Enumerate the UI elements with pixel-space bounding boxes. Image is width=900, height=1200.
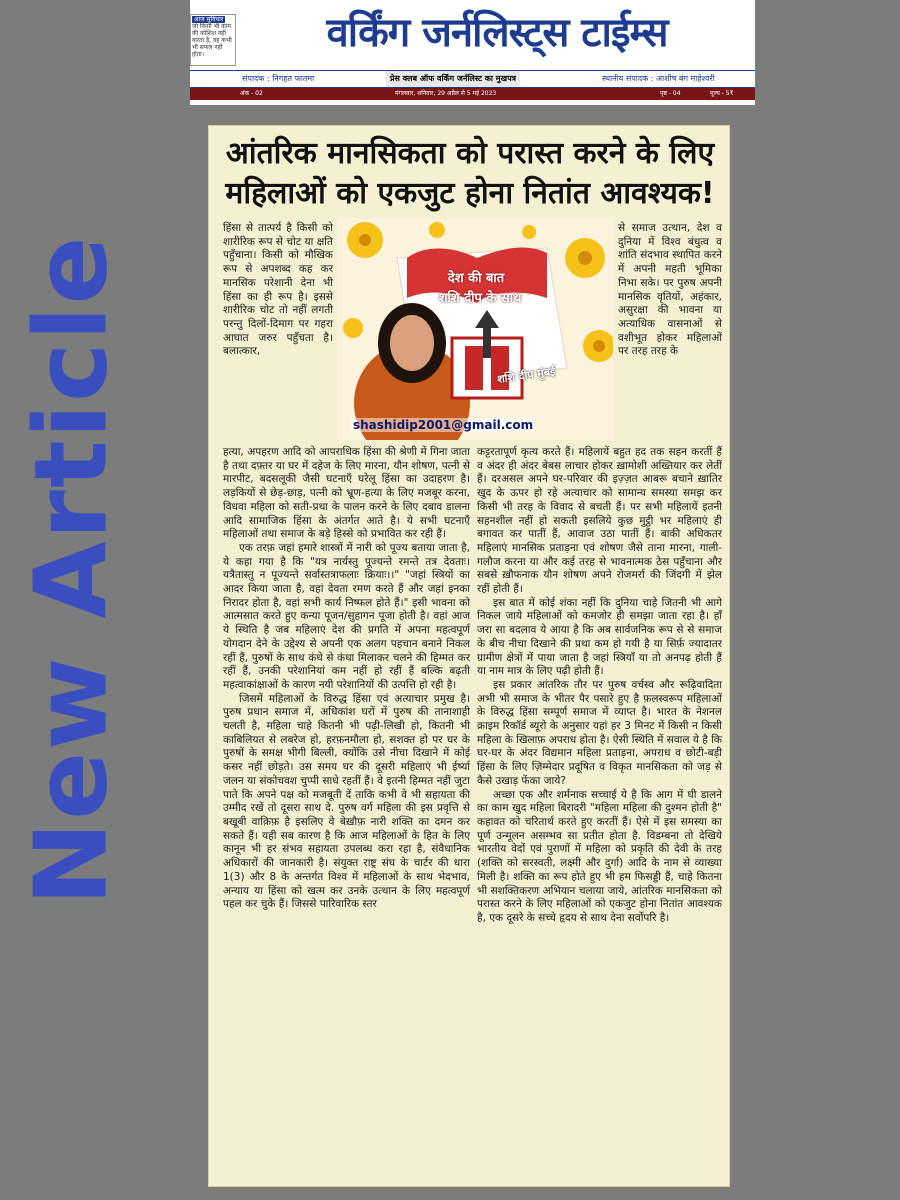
- local-editor: स्थानीय संपादक : आशीष बंग माहेश्वरी: [602, 74, 715, 83]
- author-photo-panel: [337, 218, 613, 440]
- masthead-editor-bar: [190, 70, 755, 88]
- article-headline: [209, 134, 730, 214]
- left-paragraph: एक तरफ़ जहां हमारे शास्त्रों में नारी को पूज्य बताया जाता है, ये कहा गया है कि "यत्र नार्यस्तु पूज्यन्ते रमन्ते तत्र देवताः। यत्रैतास्तु न पूज्यन्ते सर्वास्तत्राफलाः क्रियाः।।" "जहां स्त्रियों का आदर किया जाता है, वहां देवता रमण करते हैं और जहां इनका निरादर होता है, वहां सभी कार्य निष्फल होते हैं।" इसी भावना को आत्मसात करते हुए कन्या पूजन/सुहागन पूजा होती है। वहां आज ये स्थिति है जब महिलाएं देश की प्रगति में अपना महत्वपूर्ण योगदान देने के उद्देश्य से अपनी एक अलग पहचान बनाने निकल रहीं हैं, पुरुषों के साथ कंधे से कंधा मिलाकर चलने की हिम्मत कर रहीं हैं, उनकी परेशानियां कम नहीं हो रहीं हैं बल्कि बढ़ती महत्वाकांक्षाओं के कारण नयी परेशानियों की उत्पत्ति हो रही है।: [223, 541, 470, 691]
- right-column: [477, 446, 722, 926]
- newspaper-title: वर्किंग जर्नलिस्ट्स टाईम्स: [326, 10, 668, 56]
- left-column-top-text: हिंसा से तात्पर्य है किसी को शारीरिक रूप से चोट या क्षति पहुँचाना। किसी को मौखिक रूप से अपशब्द कह कर मानसिक परेशानी देना भी हिंसा का ही रूप है। इससे शारीरिक चोट तो नहीं लगती परन्तु दिलों-दिमाग पर गहरा आघात जरुर पहुँचता है। बलात्कार,: [223, 222, 333, 358]
- issue-info-bar: [190, 88, 755, 100]
- left-column-top: [223, 222, 333, 359]
- thought-tag: आज सुविचार: [194, 16, 224, 23]
- issue-date: मंगलवार, शनिवार, 29 अप्रैल से 5 मई 2023: [395, 90, 497, 97]
- author-email: shashidip2001@gmail.com: [353, 418, 534, 432]
- headline-line-1: आंतरिक मानसिकता को परास्त करने के लिए: [225, 136, 715, 171]
- photo-caption-line-1: देश की बात: [447, 271, 505, 286]
- right-column-top-text: से समाज उत्थान, देश व दुनिया में विश्व बंधुत्व व शांति संदभाव स्थापित करने में अपनी महती भूमिका निभा सके। पर पुरुष अपनी मानसिक वृतियों, अहंकार, असुरक्षा की भावना या अत्याधिक वासनाओं से वशीभूत होकर महिलाओं पर तरह तरह के: [618, 222, 722, 358]
- right-paragraph: अच्छा एक और शर्मनाक सच्चाई ये है कि आग में घी डालने का काम खुद महिला बिरादरी "महिला महिला की दुश्मन होती है" कहावत को चरितार्थ करते हुए करतीं हैं। ऐसे में इस समस्या का पूर्ण उन्मूलन असम्भव सा प्रतीत होता है. विडम्बना तो देखिये भारतीय वेदों एवं पुराणों में महिला को प्रकृति की देवी के तरह (शक्ति को सरस्वती, लक्ष्मी और दुर्गा) आदि के नाम से व्याख्या मिली है। शक्ति का रूप होते हुए भी हम फिसड्डी हैं, चाहे कितना भी सशक्तिकरण अभियान चलाया जाये, आंतरिक मानसिकता को परास्त करने के लिए महिलाओं को एकजुट होना नितांत आवश्यक है, एक दूसरे के सच्चे हृदय से साथ देना सर्वोपरि है।: [477, 788, 722, 924]
- page-number: पृष्ठ - 04: [660, 90, 681, 97]
- right-paragraph: इस बात में कोई शंका नहीं कि दुनिया चाहे जितनी भी आगे निकल जाये महिलाओं को कमजोर ही समझा जाता रहा है। हाँ जरा सा बदलाव ये आया है कि अब सार्वजनिक रूप से से समाज के बीच नीचा दिखाने की प्रथा कम हो गयी है या सिर्फ़ ज्यादातर ग्रामीण क्षेत्रों में पाया जाता है जहां स्त्रियाँ या तो अनपढ़ होती हैं या नाम मात्र के लिए पढ़ी होती हैं।: [477, 596, 722, 678]
- newspaper-masthead: [190, 0, 755, 105]
- article-clipping: [208, 125, 730, 1187]
- left-paragraph: हत्या, अपहरण आदि को आपराधिक हिंसा की श्रेणी में गिना जाता है तथा दफ़्तर या घर में दहेज के लिए मारना, यौन शोषण, पत्नी से मारपीट, बदसलूकी जैसी घटनाएँ घरेलू हिंसा का उदाहरण है। लड़कियों से छेड़-छाड़, पत्नी को भ्रूण-हत्या के लिए मजबूर करना, विधवा महिला को सती-प्रथा के पालन करने के लिए दबाव डालना आदि सामाजिक हिंसा के अंतर्गत आते है। ये सभी घटनाएँ महिलाओं तथा समाज के बड़े हिस्से को प्रभावित कर रही हैं।: [223, 446, 470, 541]
- author-photo-graphic: [337, 218, 613, 440]
- headline-line-2: महिलाओं को एकजुट होना नितांत आवश्यक!: [225, 176, 715, 211]
- left-paragraph: जिसमें महिलाओं के विरुद्ध हिंसा एवं अत्याचार प्रमुख है। पुरुष प्रधान समाज में, अधिकांश घरों में पुरुष की तानाशाही चलती है, महिला चाहे कितनी भी पढ़ी-लिखी हो, कितनी भी काबिलियत से लबरेज हो, हरफ़नमौला हो, सशक्त हो पर घर के पुरुषों के समक्ष भीगी बिल्ली, क्योंकि उसे नीचा दिखाने में कोई कसर नहीं छोड़ते। उस समय घर की दूसरी महिलाएं भी ईर्ष्या जलन या संकोचवश चुप्पी साधे रहतीं हैं। वे इतनी हिम्मत नहीं जुटा पाते कि अपने पक्ष को मजबूती दें ताकि कभी वे भी सहायता की उम्मीद रखें तो दूसरा साथ दे. पुरुष वर्ग महिला की इस प्रवृत्ति से बखूबी वाक़िफ़ है इसलिए वे बेख़ौफ़ नारी शक्ति का दमन कर सकते हैं। यही सब कारण है कि आज महिलाओं के हित के लिए कानून भी हर संभव सहायता उपलब्ध करा रहा है, संवैधानिक अधिकारों की जानकारी है। संयुक्त राष्ट्र संघ के चार्टर की धारा 1(3) और 8 के अन्तर्गत विश्व में महिलाओं के साथ भेदभाव, अन्याय या हिंसा को खत्म कर उनके उत्थान के लिए महत्वपूर्ण पहल कर चुके हैं। जिससे पारिवारिक स्तर: [223, 692, 470, 911]
- left-column: [223, 446, 470, 912]
- right-paragraph: कट्टरतापूर्ण कृत्य करते हैं। महिलायें बहुत हद तक सहन करतीं हैं व अंदर ही अंदर बेबस लाचार होकर ख़ामोशी अख्तियार कर लेतीं हैं। दरअसल अपने घर-परिवार की इज़्ज़त आबरू बचाने ख़ातिर खुद के ऊपर हो रहे अत्याचार को सामान्य समस्या समझ कर किसी भी तरह के विवाद से बचती हैं। पर सभी महिलायें इतनी सहनशील नहीं हो सकती इसलिये कुछ मुट्ठी भर महिलाएं ही बगावत कर पातीं हैं, आवाज उठा पातीं हैं। बाकी अधिकतर महिलाएं मानसिक प्रताड़ना एवं शोषण जैसे ताना मारना, गाली-गलौज करना या और कई तरह से भावनात्मक ठेस पहुँचाना और सबसे ख़ौफनाक यौन शोषण अपने रोजमर्रा की जिंदगी में झेल रहीं होती हैं।: [477, 446, 722, 596]
- issue-number: अंक - 02: [240, 90, 263, 97]
- price: मूल्य - 5₹: [710, 90, 734, 97]
- new-article-text: New Article: [12, 234, 130, 906]
- right-column-top: [618, 222, 722, 359]
- editor-name: संपादक : निगहत फातमा: [242, 74, 315, 83]
- right-paragraph: इस प्रकार आंतरिक तौर पर पुरुष वर्चस्व और रूढ़िवादिता अभी भी समाज के भीतर पैर पसारे हुए है फ़लस्वरूप महिलाओं के विरुद्ध हिंसा सम्पूर्ण समाज में व्याप्त है। भारत के नेशनल क्राइम रिकॉर्ड ब्यूरो के अनुसार यहां हर 3 मिनट में किसी न किसी महिला के खिलाफ़ अपराध होता है। ऐसी स्थिति में सवाल ये है कि घर-घर के अंदर विद्यमान महिला प्रताड़ना, अपराध व छोटी-बड़ी हिंसा के लिए ज़िम्मेदार प्रदूषित व विकृत मानसिकता को जड़ से कैसे उखाड़ फेंका जाये?: [477, 678, 722, 787]
- tagline: प्रेस क्लब ऑफ वर्किंग जर्नलिस्ट का मुखपत्र: [386, 71, 520, 87]
- thought-box: [190, 14, 236, 66]
- thought-text: जो किसी भी काम की कोशिश नहीं करता है, वह कभी भी सफल नहीं होता।: [192, 23, 232, 58]
- new-article-label: [12, 180, 130, 960]
- photo-caption-line-2: शशि दीप के साथ: [438, 291, 522, 306]
- author-signature: शशि दीप मुंबई: [496, 364, 557, 387]
